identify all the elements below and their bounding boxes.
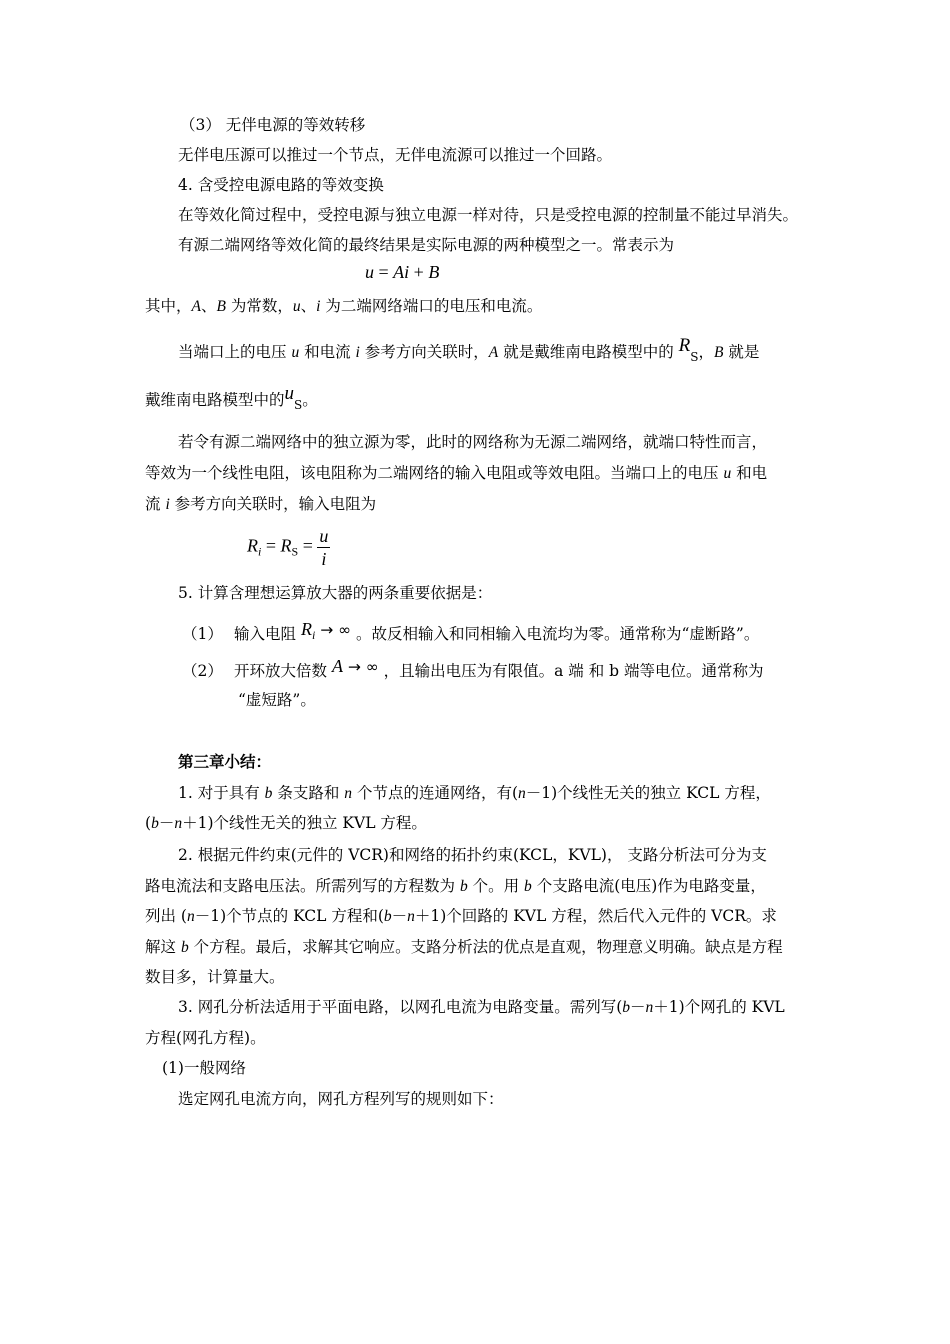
c2c-line <box>145 906 777 927</box>
c2d-p2: 个方程。最后，求解其它响应。支路分析法的优点是直观，物理意义明确。缺点是方程 <box>188 938 783 956</box>
s5-2-p2: ，且输出电压为有限值。a 端 和 b 端等电位。通常称为 <box>378 662 764 680</box>
zero3-p2: 参考方向关联时，输入电阻为 <box>169 495 377 513</box>
section-5-heading: 5. 计算含理想运算放大器的两条重要依据是： <box>178 584 493 602</box>
assoc-p1: 当端口上的电压 <box>178 343 292 361</box>
assoc2-u-sub: S <box>294 398 303 412</box>
section-5-item-2b: “虚短路”。 <box>238 691 316 709</box>
eq2-den: i <box>321 549 327 569</box>
c2d-p1: 解这 <box>145 938 181 956</box>
c1b-p1: ( <box>145 814 152 832</box>
section-5-item-1 <box>182 619 760 649</box>
s5-2-num: （2） <box>182 662 223 680</box>
c3-1-line: (1)一般网络 <box>162 1059 246 1077</box>
c2c-n: n <box>186 908 195 925</box>
zero3-i: i <box>165 496 170 513</box>
assoc-line <box>178 335 760 367</box>
assoc-p5: ， <box>698 343 714 361</box>
where-pre: 其中， <box>145 297 192 315</box>
c3-2-line: 选定网孔电流方向，网孔方程列写的规则如下： <box>178 1090 504 1108</box>
where-i: i <box>316 298 321 315</box>
c3-line <box>178 997 785 1018</box>
where-a: A <box>191 298 201 315</box>
c2d-b: b <box>180 939 189 956</box>
c2d-line <box>145 937 783 958</box>
c3-b: b <box>622 999 631 1016</box>
c1b-b: b <box>151 815 159 832</box>
zero2-u: u <box>723 465 732 482</box>
c1-p4: －1)个线性无关的独立 KCL 方程， <box>525 784 771 802</box>
where-line <box>145 296 542 317</box>
eq2-r2-sub: S <box>291 544 299 559</box>
eq2-r1-sub: i <box>258 544 262 559</box>
eq2-eq1: = <box>261 535 281 556</box>
assoc2-p2: 。 <box>302 391 318 409</box>
zero2-p2: 和电 <box>731 464 768 482</box>
where-b: B <box>216 298 226 315</box>
s5-2-a: A <box>331 656 343 676</box>
zero-para-3 <box>145 494 376 515</box>
c2b-p1: 路电流法和支路电压法。所需列写的方程数为 <box>145 877 460 895</box>
assoc-line2 <box>145 383 318 415</box>
eq1-b: B <box>428 262 440 282</box>
zero-para-2 <box>145 463 767 484</box>
c2c-p4: ＋1)个回路的 KVL 方程，然后代入元件的 VCR。求 <box>414 907 777 925</box>
c2c-n2: n <box>407 908 415 925</box>
assoc-r-sub: S <box>690 350 699 364</box>
zero-para-1: 若令有源二端网络中的独立源为零，此时的网络称为无源二端网络，就端口特性而言， <box>178 433 768 451</box>
assoc2-p1: 戴维南电路模型中的 <box>145 391 285 409</box>
assoc2-u: u <box>284 383 295 404</box>
c2b-b2: b <box>524 878 532 895</box>
c1b-p3: ＋1)个线性无关的独立 KVL 方程。 <box>182 814 427 832</box>
c1-p1: 1. 对于具有 <box>178 784 265 802</box>
assoc-b: B <box>713 344 724 361</box>
where-mid: 为常数， <box>225 297 293 315</box>
where-sep1: 、 <box>200 297 217 315</box>
c2c-p3: － <box>391 907 408 925</box>
zero3-p1: 流 <box>145 495 166 513</box>
chapter-3-title: 第三章小结： <box>178 752 272 771</box>
assoc-r: R <box>678 335 691 356</box>
assoc-a: A <box>488 344 499 361</box>
c2b-line <box>145 876 766 897</box>
s5-1-arrow: → ∞ <box>315 621 352 639</box>
s5-2-arrow: → ∞ <box>342 658 379 676</box>
c1-p2: 条支路和 <box>272 784 345 802</box>
eq2-num: u <box>319 526 329 546</box>
where-u: u <box>292 298 301 315</box>
s5-1-p2: 。故反相输入和同相输入电流均为零。通常称为“虚断路”。 <box>351 625 760 643</box>
where-sep2: 、 <box>300 297 317 315</box>
assoc-p6: 就是 <box>723 343 760 361</box>
section-5-item-2 <box>182 656 764 681</box>
c2b-p2: 个。用 <box>467 877 525 895</box>
c3-p3: ＋1)个网孔的 KVL <box>653 998 785 1016</box>
assoc-u: u <box>291 344 300 361</box>
c1-b: b <box>264 785 273 802</box>
eq1-equals: = <box>374 262 394 282</box>
c1b-n: n <box>174 815 183 832</box>
section-4-heading: 4. 含受控电源电路的等效变换 <box>178 176 384 194</box>
s5-1-p1: 输入电阻 <box>234 625 301 643</box>
s5-2-p1: 开环放大倍数 <box>234 662 332 680</box>
eq2-fraction <box>317 525 330 570</box>
c3-p2: － <box>630 998 646 1016</box>
assoc-i: i <box>355 344 360 361</box>
eq1-ai: Ai <box>393 262 410 282</box>
c1-n2: n <box>518 785 526 802</box>
c1-p3: 个节点的连通网络，有( <box>352 784 518 802</box>
assoc-p4: 就是戴维南电路模型中的 <box>498 343 679 361</box>
c2-line: 2. 根据元件约束(元件的 VCR)和网络的拓扑约束(KCL，KVL)， 支路分析法可分为支 <box>178 846 767 864</box>
c2c-b: b <box>383 908 392 925</box>
c3-p1: 3. 网孔分析法适用于平面电路，以网孔电流为电路变量。需列写( <box>178 998 623 1016</box>
c2b-b: b <box>459 878 468 895</box>
eq2-r2: R <box>280 535 292 556</box>
section-4-text2: 有源二端网络等效化简的最终结果是实际电源的两种模型之一。常表示为 <box>178 236 675 254</box>
c1b-p2: － <box>158 814 175 832</box>
section-3-heading: （3） 无伴电源的等效转移 <box>180 116 366 134</box>
s5-1-r: R <box>300 619 312 639</box>
c3b-line: 方程(网孔方程)。 <box>145 1029 266 1047</box>
where-post: 为二端网络端口的电压和电流。 <box>320 297 543 315</box>
c2c-p2: －1)个节点的 KCL 方程和( <box>194 907 384 925</box>
c1b-line <box>145 813 427 834</box>
eq2-r1: R <box>247 535 258 556</box>
s5-1-r-sub: i <box>311 628 316 642</box>
c3-n: n <box>645 999 654 1016</box>
c1-line <box>178 783 771 804</box>
zero2-p1: 等效为一个线性电阻，该电阻称为二端网络的输入电阻或等效电阻。当端口上的电压 <box>145 464 724 482</box>
assoc-p2: 和电流 <box>299 343 356 361</box>
assoc-p3: 参考方向关联时， <box>359 343 489 361</box>
section-4-text: 在等效化简过程中，受控电源与独立电源一样对待，只是受控电源的控制量不能过早消失。 <box>178 206 799 224</box>
c1-n: n <box>344 785 353 802</box>
eq2-eq2: = <box>298 535 318 556</box>
section-3-text: 无伴电压源可以推过一个节点，无伴电流源可以推过一个回路。 <box>178 146 613 164</box>
c2e-line: 数目多，计算量大。 <box>145 968 285 986</box>
equation-ri <box>247 525 330 570</box>
s5-1-num: （1） <box>182 625 223 643</box>
c2b-p3: 个支路电流(电压)作为电路变量， <box>531 877 766 895</box>
c2c-p1: 列出 ( <box>145 907 187 925</box>
eq1-u: u <box>365 262 374 282</box>
eq1-plus: + <box>409 262 429 282</box>
equation-u-ai-b <box>365 262 439 283</box>
